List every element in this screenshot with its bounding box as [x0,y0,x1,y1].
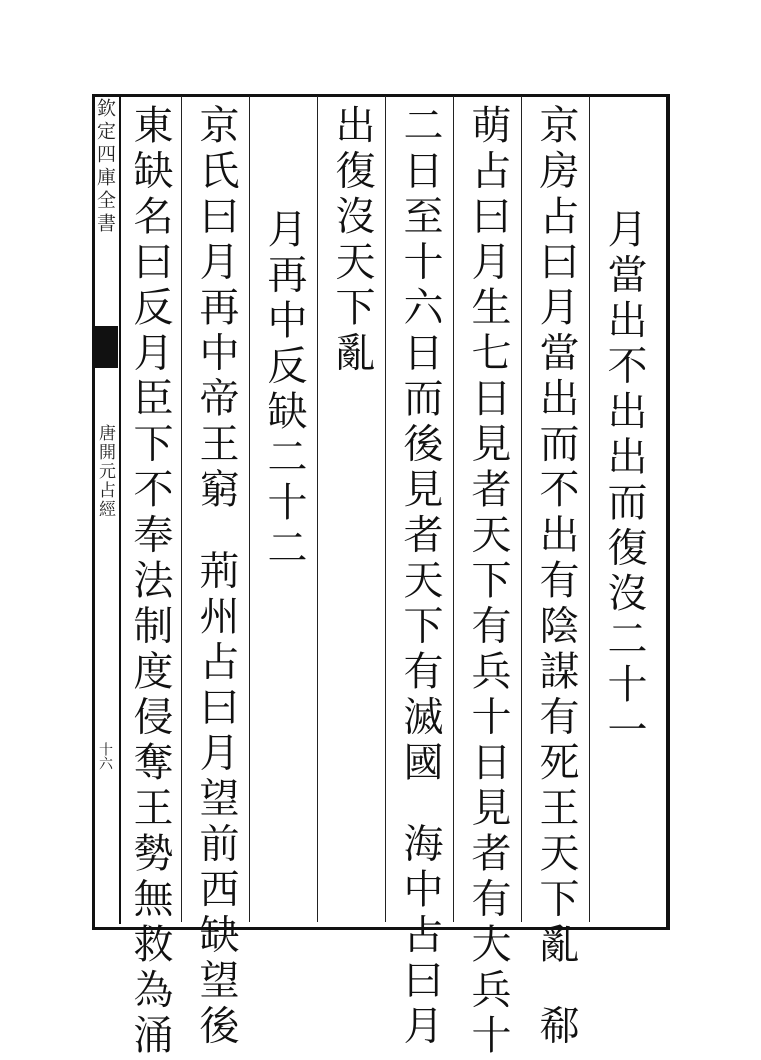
column-note: 海中占曰月 [397,822,443,1050]
fish-tail-mark [93,326,118,368]
page-number: 十六 [97,742,113,770]
column-rule [385,96,386,922]
text-column [322,104,382,377]
column-rule [521,96,522,922]
heading-column [594,208,654,754]
book-title: 欽定四庫全書 [94,98,116,236]
text-column [390,104,450,1050]
heading-column [254,208,314,572]
column-rule [249,96,250,922]
section-title: 唐開元占經 [95,424,115,519]
column-rule [589,96,590,922]
text-column [458,104,518,1060]
heading-text: 月再中反缺二十二 [261,208,307,572]
heading-text: 月當出不出出而復沒二十一 [601,208,647,754]
column-text: 二日至十六日而後見者天下有滅國 [397,104,443,787]
column-rule [453,96,454,922]
column-note: 郗 [533,1004,579,1050]
column-text: 萌占曰月生七日見者天下有兵十日見者有大兵十 [465,104,511,1060]
column-note: 荊州占曰月望前西缺望後 [193,549,239,1050]
column-rule [317,96,318,922]
column-text: 京房占曰月當出而不出有陰謀有死王天下亂 [533,104,579,969]
text-column [186,104,246,1050]
text-column [120,104,180,1060]
text-column [526,104,586,1050]
column-text: 東缺名曰反月臣下不奉法制度侵奪王勢無救為涌 [127,104,173,1060]
column-text: 出復沒天下亂 [329,104,375,377]
column-text: 京氏曰月再中帝王窮 [193,104,239,514]
column-rule [181,96,182,922]
